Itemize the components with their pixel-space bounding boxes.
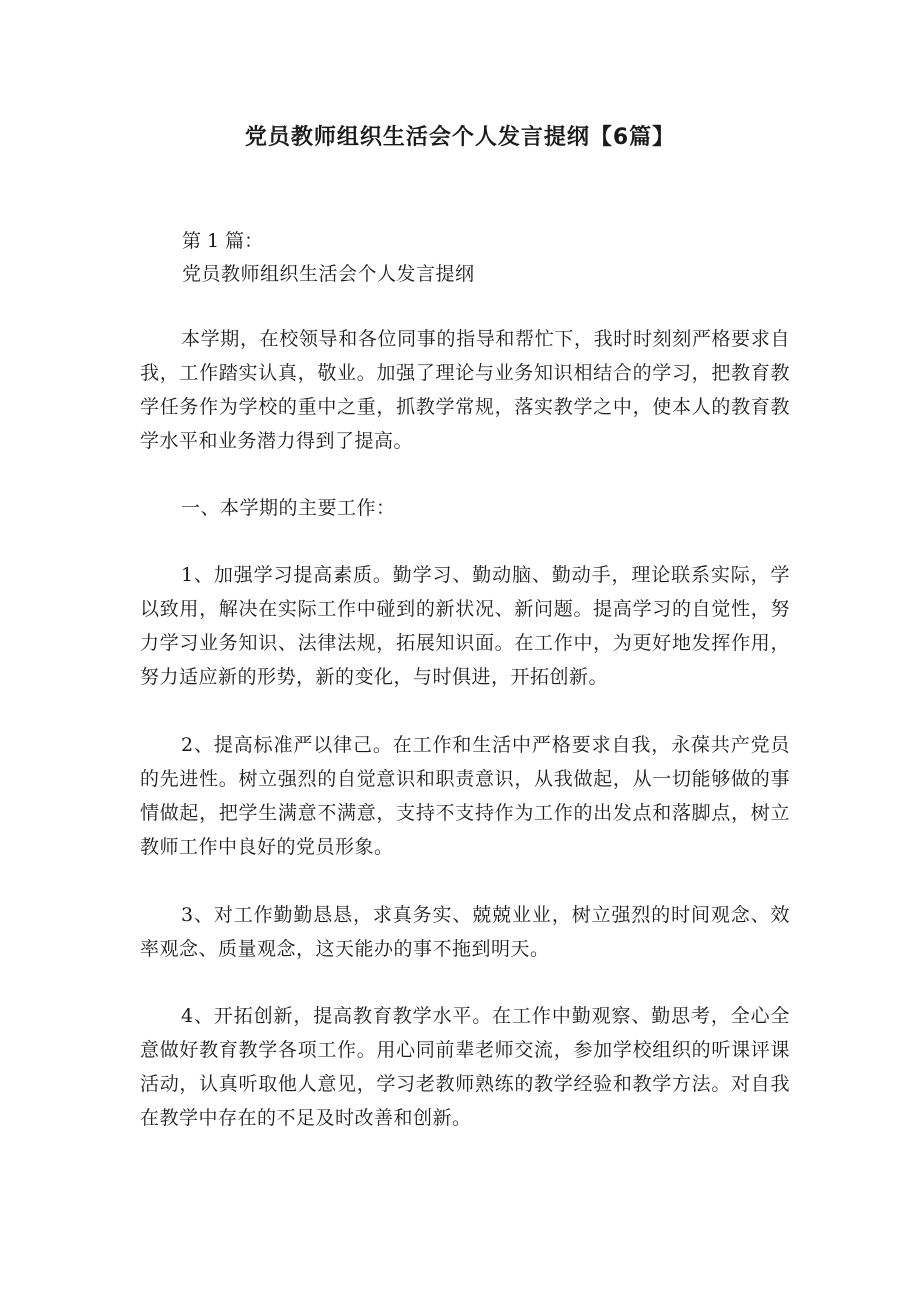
paragraph-item-2: 2、提高标准严以律己。在工作和生活中严格要求自我，永葆共产党员的先进性。树立强烈的自觉意识和职责意识，从我做起，从一切能够做的事情做起，把学生满意不满意，支持不支持作为工作的出发点和落脚点，树立教师工作中良好的党员形象。 bbox=[140, 734, 790, 858]
paragraph-intro: 本学期，在校领导和各位同事的指导和帮忙下，我时时刻刻严格要求自我，工作踏实认真，敬业。加强了理论与业务知识相结合的学习，把教育教学任务作为学校的重中之重，抓教学常规，落实教学之中，使本人的教育教学水平和业务潜力得到了提高。 bbox=[140, 328, 790, 452]
chapter-label: 第 1 篇： bbox=[182, 230, 264, 252]
paragraph-item-3: 3、对工作勤勤恳恳，求真务实、兢兢业业，树立强烈的时间观念、效率观念、质量观念，这天能办的事不拖到明天。 bbox=[140, 904, 790, 960]
section-heading-main-work: 一、本学期的主要工作： bbox=[181, 497, 396, 519]
paragraph-item-1: 1、加强学习提高素质。勤学习、勤动脑、勤动手，理论联系实际，学以致用，解决在实际工作中碰到的新状况、新问题。提高学习的自觉性，努力学习业务知识、法律法规，拓展知识面。在工作中，为更好地发挥作用，努力适应新的形势，新的变化，与时俱进，开拓创新。 bbox=[140, 564, 790, 688]
paragraph-item-4: 4、开拓创新，提高教育教学水平。在工作中勤观察、勤思考，全心全意做好教育教学各项工作。用心同前辈老师交流，参加学校组织的听课评课活动，认真听取他人意见，学习老教师熟练的教学经验和教学方法。对自我在教学中存在的不足及时改善和创新。 bbox=[140, 1005, 790, 1129]
chapter-title: 党员教师组织生活会个人发言提纲 bbox=[182, 263, 475, 285]
document-title: 党员教师组织生活会个人发言提纲【6篇】 bbox=[244, 125, 676, 150]
